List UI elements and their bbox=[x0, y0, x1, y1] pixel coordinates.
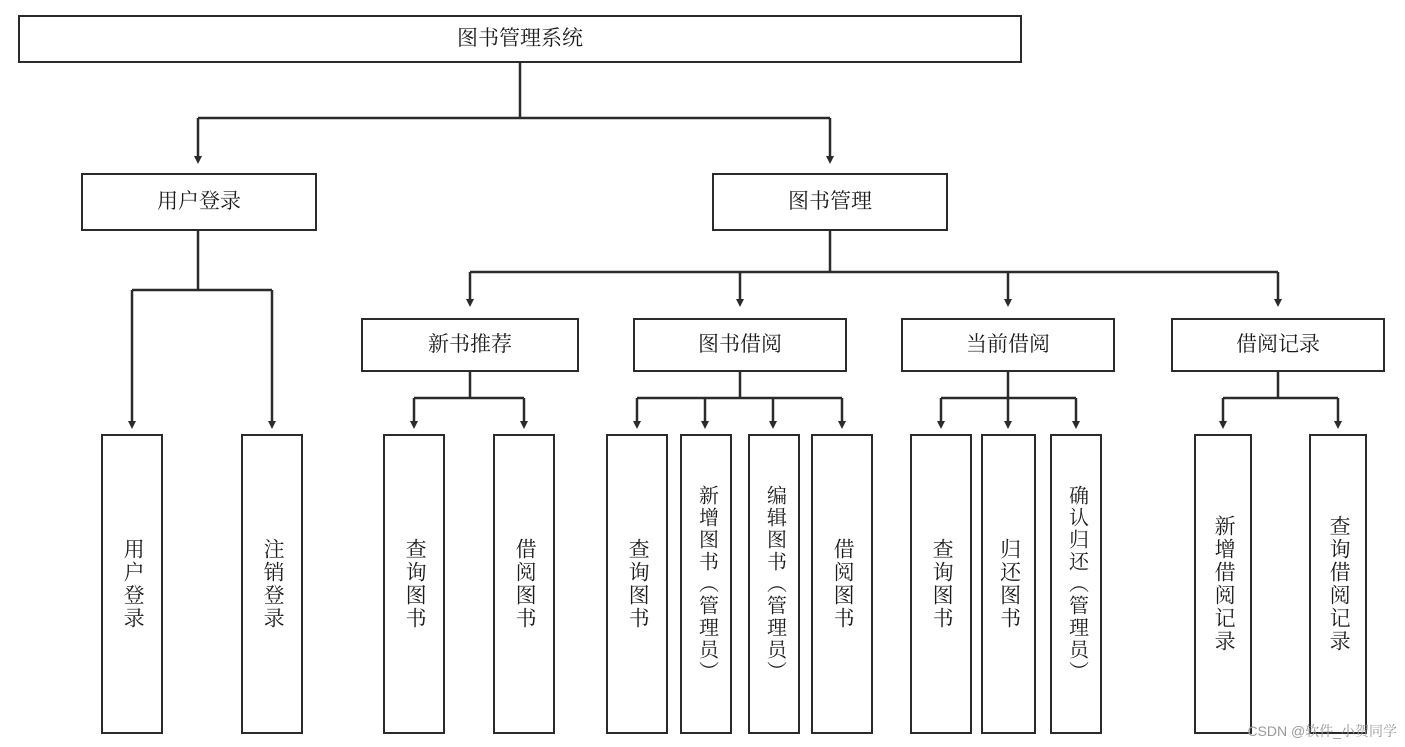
node-leaf-add-book-label: 新增图书（管理员） bbox=[695, 485, 718, 683]
node-current-borrow[interactable] bbox=[901, 318, 1115, 372]
node-leaf-borrow-book-2-label: 借阅图书 bbox=[831, 538, 855, 630]
node-leaf-user-login-label: 用户登录 bbox=[121, 538, 145, 630]
node-book-borrow-label: 图书借阅 bbox=[698, 332, 782, 356]
node-leaf-user-logout[interactable] bbox=[241, 434, 303, 734]
node-leaf-confirm-return[interactable] bbox=[1050, 434, 1102, 734]
node-borrow-record-label: 借阅记录 bbox=[1236, 332, 1320, 356]
node-leaf-return-book-label: 归还图书 bbox=[997, 538, 1021, 630]
node-leaf-borrow-book-1[interactable] bbox=[493, 434, 555, 734]
node-root[interactable] bbox=[18, 15, 1022, 63]
node-new-book-recommend-label: 新书推荐 bbox=[428, 332, 512, 356]
node-leaf-query-book-3[interactable] bbox=[910, 434, 972, 734]
node-leaf-query-record[interactable] bbox=[1309, 434, 1367, 734]
node-book-manage[interactable] bbox=[712, 173, 948, 231]
node-leaf-confirm-return-label: 确认归还（管理员） bbox=[1065, 485, 1088, 683]
node-leaf-query-book-2[interactable] bbox=[606, 434, 668, 734]
node-user-login-label: 用户登录 bbox=[157, 189, 241, 213]
node-book-borrow[interactable] bbox=[633, 318, 847, 372]
node-leaf-edit-book[interactable] bbox=[748, 434, 800, 734]
node-leaf-query-book-3-label: 查询图书 bbox=[930, 538, 954, 630]
node-leaf-user-login[interactable] bbox=[101, 434, 163, 734]
node-leaf-return-book[interactable] bbox=[981, 434, 1036, 734]
node-leaf-borrow-book-1-label: 借阅图书 bbox=[513, 538, 537, 630]
node-borrow-record[interactable] bbox=[1171, 318, 1385, 372]
node-root-label: 图书管理系统 bbox=[457, 26, 583, 50]
node-leaf-edit-book-label: 编辑图书（管理员） bbox=[763, 485, 786, 683]
node-leaf-user-logout-label: 注销登录 bbox=[261, 538, 285, 630]
node-leaf-add-book[interactable] bbox=[680, 434, 732, 734]
node-leaf-query-record-label: 查询借阅记录 bbox=[1327, 515, 1351, 653]
watermark: CSDN @软件_小贺同学 bbox=[1247, 723, 1397, 739]
node-user-login[interactable] bbox=[81, 173, 317, 231]
node-new-book-recommend[interactable] bbox=[361, 318, 579, 372]
node-leaf-add-record-label: 新增借阅记录 bbox=[1212, 515, 1236, 653]
node-leaf-query-book-1-label: 查询图书 bbox=[403, 538, 427, 630]
node-current-borrow-label: 当前借阅 bbox=[966, 332, 1050, 356]
node-leaf-borrow-book-2[interactable] bbox=[811, 434, 873, 734]
node-leaf-add-record[interactable] bbox=[1194, 434, 1252, 734]
node-leaf-query-book-1[interactable] bbox=[383, 434, 445, 734]
node-leaf-query-book-2-label: 查询图书 bbox=[626, 538, 650, 630]
node-book-manage-label: 图书管理 bbox=[788, 189, 872, 213]
